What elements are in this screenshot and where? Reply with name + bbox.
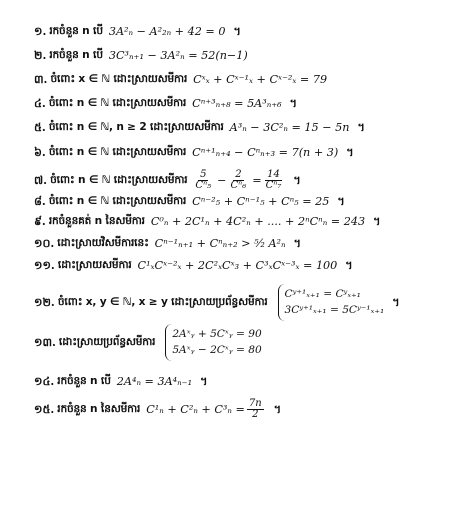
exercise-2 [34, 50, 468, 61]
exercise-9 [34, 216, 468, 227]
exercise-end-mark: ។ [293, 172, 301, 187]
exercise-number: ៧. [34, 172, 48, 187]
operator: = [252, 173, 262, 187]
exercise-3 [34, 74, 468, 85]
exercise-end-mark: ។ [345, 258, 353, 272]
exercise-equation: A³ₙ − 3C²ₙ = 15 − 5n [229, 121, 350, 134]
exercise-equation: 3A²ₙ − A²₂ₙ + 42 = 0 [108, 25, 226, 38]
exercise-equation: C⁰ₙ + 2C¹ₙ + 4C²ₙ + .... + 2ⁿCⁿₙ = 243 [150, 215, 366, 228]
exercise-end-mark: ។ [357, 120, 365, 134]
exercise-5 [34, 122, 468, 133]
exercise-prompt: ដោះស្រាយសមីការ [57, 259, 132, 272]
fraction-numerator: 2 [235, 169, 242, 180]
fraction-denominator: 2 [252, 409, 259, 420]
exercise-prompt: រកចំនួន n បើ [49, 25, 103, 38]
operator: − [217, 173, 227, 187]
exercise-prompt: ដោះស្រាយប្រព័ន្ធសមីការ [58, 336, 156, 349]
exercise-6 [34, 147, 468, 158]
exercise-end-mark: ។ [200, 374, 208, 388]
exercise-prompt: ចំពោះ n ∈ ℕ ដោះស្រាយសមីការ [48, 195, 187, 208]
fraction [264, 170, 284, 191]
exercise-number: ២. [34, 48, 47, 62]
exercise-4 [34, 98, 468, 109]
fraction-denominator: Cⁿ₇ [265, 180, 282, 191]
equation-system [278, 284, 385, 321]
exercise-equation: Cⁿ⁻¹ₙ₊₁ + Cⁿₙ₊₂ > ⁵⁄₂ A²ₙ [154, 237, 286, 250]
exercise-14 [34, 376, 468, 387]
exercise-prompt: រកចំនួនគត់ n នៃសមីការ [48, 215, 145, 228]
exercise-11 [34, 260, 468, 271]
fraction-denominator: Cⁿ₆ [230, 180, 247, 191]
exercise-1 [34, 26, 468, 37]
exercise-prompt: រកចំនួន n បើ [57, 375, 111, 388]
exercise-number: ១៥. [34, 401, 55, 416]
exercise-number: ១១. [34, 258, 55, 272]
exercise-end-mark: ។ [273, 401, 282, 416]
system-equation: 5Aˣᵧ − 2Cˣᵧ = 80 [172, 344, 262, 357]
exercise-prompt: ដោះស្រាយវិសមីការនេះ [57, 237, 149, 250]
exercise-number: ១២. [34, 294, 55, 309]
exercise-number: ១៣. [34, 334, 56, 349]
fraction-numerator: 5 [200, 169, 207, 180]
exercise-13 [34, 324, 468, 361]
exercise-equation: Cˣₓ + Cˣ⁻¹ₓ + Cˣ⁻²ₓ = 79 [193, 73, 328, 86]
exercise-15 [34, 399, 468, 420]
exercise-equation: Cⁿ⁻²₅ + Cⁿ⁻¹₅ + Cⁿ₅ = 25 [192, 195, 330, 208]
exercise-end-mark: ។ [392, 294, 400, 309]
exercise-number: ១០. [34, 236, 55, 250]
exercise-number: ១៤. [34, 374, 55, 388]
exercise-prompt: ចំពោះ n ∈ ℕ ដោះស្រាយសមីការ [48, 146, 187, 159]
system-equation: 2Aˣᵧ + 5Cˣᵧ = 90 [172, 328, 262, 340]
exercise-end-mark: ។ [346, 145, 354, 159]
equation-system [165, 324, 261, 361]
exercise-8 [34, 196, 468, 207]
fraction-numerator: 14 [267, 169, 280, 180]
exercise-number: ៣. [34, 72, 48, 86]
exercise-10 [34, 238, 468, 249]
exercise-equation: Cⁿ⁺³ₙ₊₈ = 5A³ₙ₊₆ [192, 97, 282, 110]
exercise-prompt: ចំពោះ n ∈ ℕ ដោះស្រាយសមីការ [48, 97, 187, 110]
exercise-equation: C¹ₙ + C²ₙ + C³ₙ = [146, 402, 245, 416]
fraction-denominator: Cⁿ₅ [195, 180, 212, 191]
exercise-number: ៩. [34, 214, 46, 228]
system-equation: Cʸ⁺¹ₓ₊₁ = Cʸₓ₊₁ [284, 288, 361, 300]
exercise-7 [34, 170, 468, 191]
exercise-end-mark: ។ [233, 24, 241, 38]
exercise-equation: 3C³ₙ₊₁ − 3A²ₙ = 52(n−1) [108, 49, 248, 62]
exercise-number: ៥. [34, 120, 46, 134]
fraction-numerator: 7n [248, 398, 262, 409]
exercise-end-mark: ។ [337, 194, 345, 208]
exercise-equation: Cⁿ⁺¹ₙ₊₄ − Cⁿₙ₊₃ = 7(n + 3) [192, 146, 339, 159]
exercise-equation: C¹ₓCˣ⁻²ₓ + 2C²ₓCˣ₃ + C³ₓCˣ⁻³ₓ = 100 [137, 259, 338, 272]
exercise-prompt: ចំពោះ n ∈ ℕ, n ≥ 2 ដោះស្រាយសមីការ [48, 121, 224, 134]
exercise-end-mark: ។ [289, 96, 298, 110]
exercise-equation: 2A⁴ₙ = 3A⁴ₙ₋₁ [116, 375, 193, 388]
exercise-end-mark: ។ [293, 236, 301, 250]
fraction [193, 170, 213, 191]
fraction [229, 170, 249, 191]
exercise-number: ១. [34, 24, 47, 38]
exercise-12 [34, 284, 468, 321]
exercise-prompt: រកចំនួន n បើ [49, 49, 103, 62]
system-equation: 3Cʸ⁺¹ₓ₊₁ = 5Cʸ⁻¹ₓ₊₁ [284, 304, 385, 317]
exercise-prompt: ចំពោះ n ∈ ℕ ដោះស្រាយសមីការ [50, 174, 188, 187]
exercise-number: ៤. [34, 96, 46, 110]
exercise-end-mark: ។ [373, 214, 381, 228]
exercise-prompt: រកចំនួន n នៃសមីការ [57, 403, 141, 416]
exercise-prompt: ចំពោះ x, y ∈ ℕ, x ≥ y ដោះស្រាយប្រព័ន្ធសមីការ [57, 296, 268, 309]
exercise-number: ៨. [34, 194, 46, 208]
exercise-prompt: ចំពោះ x ∈ ℕ ដោះស្រាយសមីការ [50, 73, 188, 86]
exercise-number: ៦. [34, 145, 46, 159]
fraction [247, 399, 264, 420]
